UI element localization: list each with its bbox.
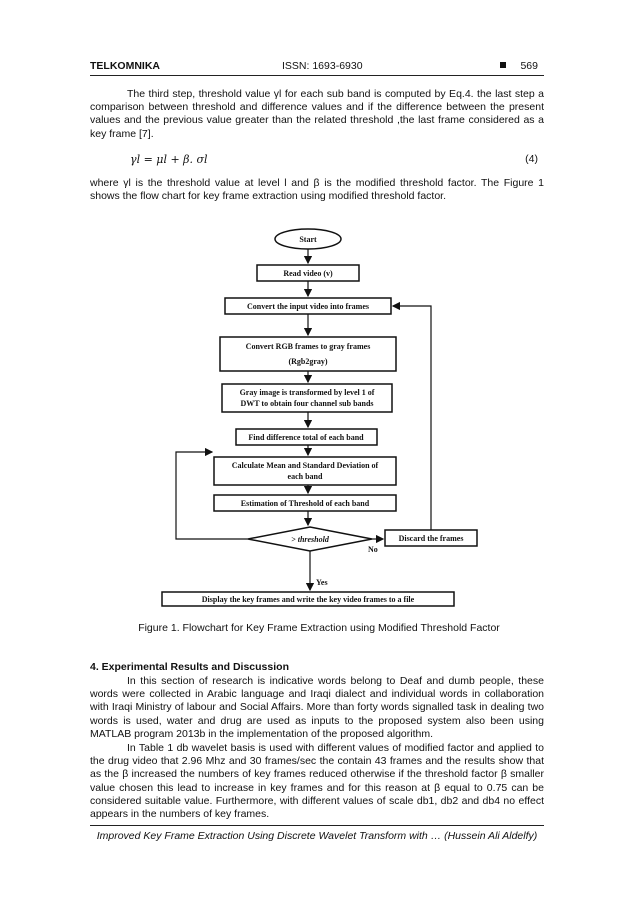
- body-paragraph-1: The third step, threshold value γl for each sub band is computed by Eq.4. the last step a comparison between threshold and difference values and if the difference between the present values and the previous value greater than the related threshold ,the last frame considered as a key frame [7].: [90, 88, 544, 140]
- section-title: 4. Experimental Results and Discussion: [90, 661, 289, 673]
- page-number: 569: [520, 60, 538, 72]
- discard-frames-label: Discard the frames: [398, 534, 464, 543]
- no-label: No: [368, 545, 378, 554]
- page-footer: Improved Key Frame Extraction Using Discrete Wavelet Transform with … (Hussein Ali Aldelfy): [90, 825, 544, 842]
- difference-label: Find difference total of each band: [248, 433, 364, 442]
- journal-name: TELKOMNIKA: [90, 60, 160, 72]
- yes-label: Yes: [316, 578, 328, 587]
- issn: ISSN: 1693-6930: [282, 60, 363, 72]
- section-paragraph-1: In this section of research is indicative words belong to Deaf and dumb people, these words were collected in Arabic language and Iraqi dialect and individual words in collaboration with Iraqi Ministry of labour and Social Affairs. More than forty words signalled task in dealing two words is used, water and drug are used as inputs to the proposed system also been using MATLAB program 2013b in the implementation of the proposed algorithm.: [90, 675, 544, 740]
- rgb-to-gray-label-1: Convert RGB frames to gray frames: [245, 342, 371, 351]
- equation-number: (4): [525, 153, 538, 165]
- rgb-to-gray-label-2: (Rgb2gray): [288, 357, 328, 366]
- mean-std-label-1: Calculate Mean and Standard Deviation of: [231, 461, 379, 470]
- equation-text: γl = μl + β. σl: [130, 153, 208, 166]
- display-label: Display the key frames and write the key video frames to a file: [201, 595, 415, 604]
- start-label: Start: [299, 235, 317, 244]
- dwt-label-2: DWT to obtain four channel sub bands: [240, 399, 374, 408]
- read-video-label: Read video (v): [283, 269, 333, 278]
- body-paragraph-2: where γl is the threshold value at level l and β is the modified threshold factor. The Figure 1 shows the flow chart for key frame extraction using modified threshold factor.: [90, 177, 544, 203]
- decision-label: > threshold: [291, 535, 329, 544]
- convert-frames-label: Convert the input video into frames: [247, 302, 369, 311]
- dwt-label-1: Gray image is transformed by level 1 of: [239, 388, 375, 397]
- section-paragraph-2: In Table 1 db wavelet basis is used with different values of modified factor and applied to the drug video that 2.96 Mhz and 30 frames/sec the contain 43 frames and the results show that as the β increased the numbers of key frames reduced otherwise if the threshold factor β smaller value chosen this lead to increase in key frames and for this reason at β equal to 0.75 can be considered suitable value. Furthermore, with different values of scale db1, db2 and db4 no effect appears in the numbers of key frames.: [90, 742, 544, 821]
- figure-caption: Figure 1. Flowchart for Key Frame Extraction using Modified Threshold Factor: [138, 622, 500, 634]
- mean-std-label-2: each band: [287, 472, 323, 481]
- threshold-estimation-label: Estimation of Threshold of each band: [240, 499, 370, 508]
